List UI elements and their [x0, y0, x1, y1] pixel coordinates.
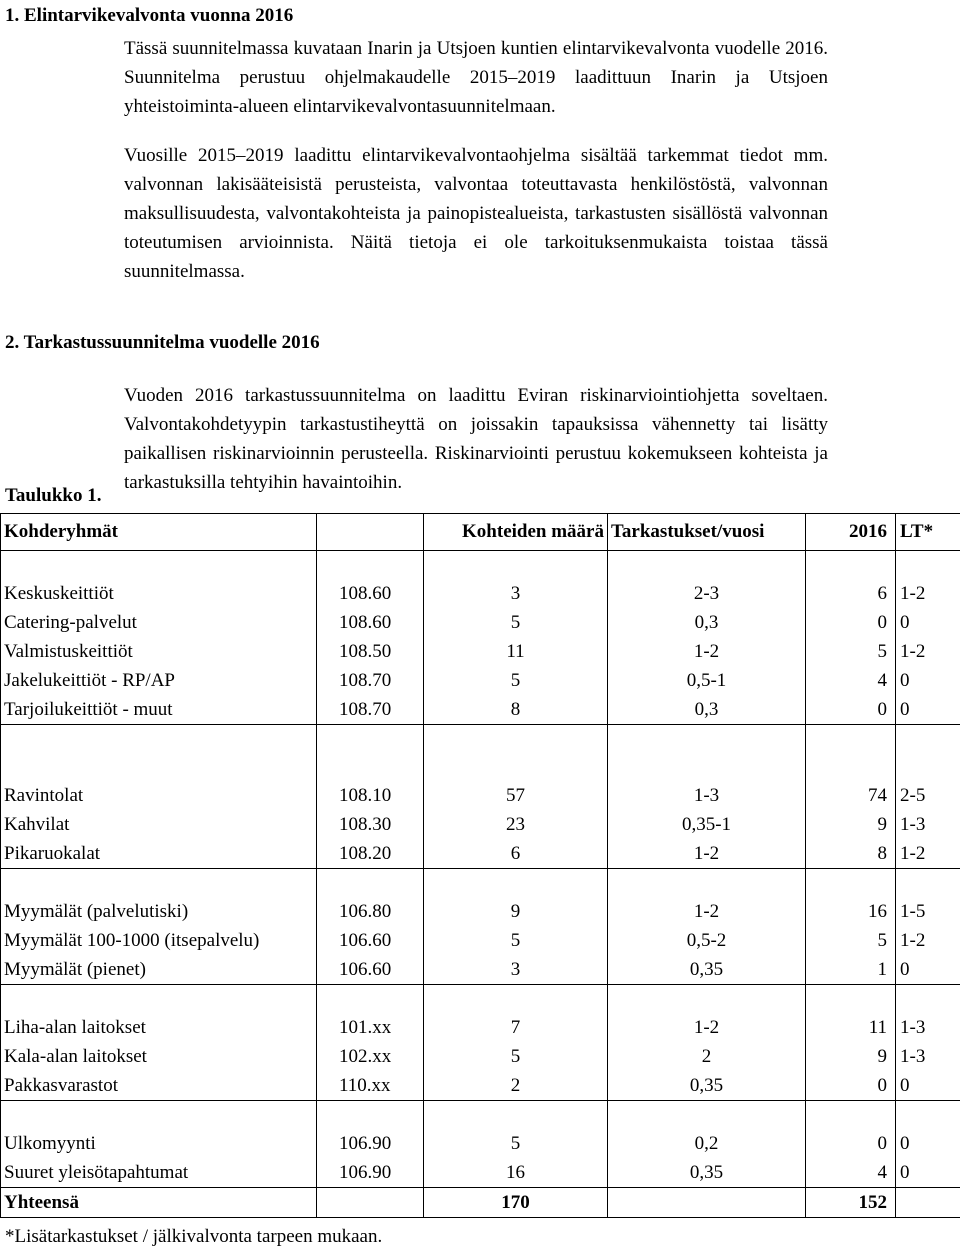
row-year-2016: 0 — [806, 608, 896, 637]
row-site-count: 11 — [424, 637, 608, 666]
spacer-cell — [608, 1101, 806, 1130]
spacer-cell — [317, 551, 424, 580]
spacer-cell — [608, 725, 806, 754]
row-inspections-per-year: 0,35 — [608, 1158, 806, 1188]
row-site-count: 5 — [424, 1129, 608, 1158]
row-target-group: Ulkomyynti — [1, 1129, 317, 1158]
row-code: 110.xx — [317, 1071, 424, 1101]
spacer-cell — [317, 725, 424, 754]
row-lt: 1-3 — [896, 810, 960, 839]
row-site-count: 5 — [424, 1042, 608, 1071]
table-spacer-row — [1, 869, 960, 898]
row-lt: 0 — [896, 955, 960, 985]
spacer-cell — [424, 869, 608, 898]
inspection-plan-table — [0, 513, 960, 1218]
row-lt: 1-2 — [896, 579, 960, 608]
row-target-group: Kahvilat — [1, 810, 317, 839]
row-site-count: 3 — [424, 955, 608, 985]
table-spacer-row — [1, 725, 960, 754]
row-code: 106.80 — [317, 897, 424, 926]
row-site-count: 5 — [424, 666, 608, 695]
row-site-count: 16 — [424, 1158, 608, 1188]
row-target-group: Valmistuskeittiöt — [1, 637, 317, 666]
row-lt: 0 — [896, 608, 960, 637]
table-body — [1, 551, 960, 1218]
row-code: 106.90 — [317, 1158, 424, 1188]
row-code: 106.60 — [317, 926, 424, 955]
row-inspections-per-year: 0,3 — [608, 608, 806, 637]
row-site-count: 9 — [424, 897, 608, 926]
spacer-cell — [806, 551, 896, 580]
spacer-cell — [424, 985, 608, 1014]
total-site-count: 170 — [424, 1188, 608, 1218]
row-code: 106.60 — [317, 955, 424, 985]
row-inspections-per-year: 1-2 — [608, 1013, 806, 1042]
row-target-group: Liha-alan laitokset — [1, 1013, 317, 1042]
spacer-cell — [806, 869, 896, 898]
row-inspections-per-year: 0,2 — [608, 1129, 806, 1158]
row-year-2016: 74 — [806, 781, 896, 810]
row-inspections-per-year: 1-2 — [608, 897, 806, 926]
section-1-paragraph-1: Tässä suunnitelmassa kuvataan Inarin ja Utsjoen kuntien elintarvikevalvonta vuodelle 2016. Suunnitelma perustuu ohjelmakaudelle 2015–2019 laadittuun Inarin ja Utsjoen yhteistoiminta-alueen elintarvikevalvontasuunnitelmaan. — [124, 38, 828, 117]
spacer-cell — [608, 869, 806, 898]
spacer-cell — [608, 753, 806, 781]
row-target-group: Myymälät (pienet) — [1, 955, 317, 985]
row-site-count: 57 — [424, 781, 608, 810]
spacer-cell — [1, 1101, 317, 1130]
row-year-2016: 0 — [806, 1071, 896, 1101]
row-inspections-per-year: 0,35-1 — [608, 810, 806, 839]
table-row — [1, 608, 960, 637]
table-row — [1, 1042, 960, 1071]
row-target-group: Catering-palvelut — [1, 608, 317, 637]
row-lt: 2-5 — [896, 781, 960, 810]
row-code: 108.60 — [317, 579, 424, 608]
spacer-cell — [317, 753, 424, 781]
row-year-2016: 11 — [806, 1013, 896, 1042]
row-inspections-per-year: 1-2 — [608, 637, 806, 666]
spacer-cell — [896, 725, 960, 754]
row-year-2016: 9 — [806, 810, 896, 839]
row-code: 101.xx — [317, 1013, 424, 1042]
table-row — [1, 1158, 960, 1188]
row-inspections-per-year: 0,3 — [608, 695, 806, 725]
inspection-table-wrapper — [0, 513, 960, 1218]
row-site-count: 3 — [424, 579, 608, 608]
spacer-cell — [1, 753, 317, 781]
row-code: 108.20 — [317, 839, 424, 869]
row-inspections-per-year: 2 — [608, 1042, 806, 1071]
row-target-group: Tarjoilukeittiöt - muut — [1, 695, 317, 725]
table-row — [1, 579, 960, 608]
spacer-cell — [896, 869, 960, 898]
row-inspections-per-year: 0,5-1 — [608, 666, 806, 695]
row-site-count: 23 — [424, 810, 608, 839]
row-year-2016: 8 — [806, 839, 896, 869]
row-code: 106.90 — [317, 1129, 424, 1158]
table-row — [1, 1013, 960, 1042]
total-lt — [896, 1188, 960, 1218]
spacer-cell — [896, 1101, 960, 1130]
row-year-2016: 4 — [806, 1158, 896, 1188]
row-inspections-per-year: 1-2 — [608, 839, 806, 869]
table-header-row — [1, 514, 960, 551]
table-row — [1, 1071, 960, 1101]
spacer-cell — [424, 551, 608, 580]
spacer-cell — [317, 1101, 424, 1130]
table-caption: Taulukko 1. — [5, 485, 102, 506]
total-year-2016: 152 — [806, 1188, 896, 1218]
table-total-row — [1, 1188, 960, 1218]
row-inspections-per-year: 2-3 — [608, 579, 806, 608]
spacer-cell — [806, 985, 896, 1014]
spacer-cell — [1, 725, 317, 754]
total-code — [317, 1188, 424, 1218]
row-lt: 1-2 — [896, 926, 960, 955]
spacer-cell — [1, 551, 317, 580]
row-year-2016: 1 — [806, 955, 896, 985]
table-row — [1, 897, 960, 926]
table-spacer-row — [1, 985, 960, 1014]
row-target-group: Jakelukeittiöt - RP/AP — [1, 666, 317, 695]
row-inspections-per-year: 0,35 — [608, 1071, 806, 1101]
row-code: 108.70 — [317, 666, 424, 695]
row-code: 108.70 — [317, 695, 424, 725]
table-row — [1, 695, 960, 725]
table-row — [1, 1129, 960, 1158]
row-code: 108.30 — [317, 810, 424, 839]
total-inspections-per-year — [608, 1188, 806, 1218]
header-inspections-per-year: Tarkastukset/vuosi — [608, 514, 806, 551]
table-spacer-row — [1, 551, 960, 580]
row-target-group: Pakkasvarastot — [1, 1071, 317, 1101]
spacer-cell — [896, 985, 960, 1014]
row-lt: 1-3 — [896, 1013, 960, 1042]
row-target-group: Myymälät (palvelutiski) — [1, 897, 317, 926]
row-year-2016: 0 — [806, 695, 896, 725]
row-lt: 1-2 — [896, 637, 960, 666]
section-1-heading: 1. Elintarvikevalvonta vuonna 2016 — [5, 5, 294, 26]
row-inspections-per-year: 1-3 — [608, 781, 806, 810]
spacer-cell — [1, 869, 317, 898]
table-row — [1, 926, 960, 955]
spacer-cell — [896, 753, 960, 781]
row-lt: 0 — [896, 1158, 960, 1188]
row-lt: 1-2 — [896, 839, 960, 869]
section-2-paragraph-1: Vuoden 2016 tarkastussuunnitelma on laadittu Eviran riskinarviointiohjetta soveltaen. Valvontakohdetyypin tarkastustiheyttä on joissakin tapauksissa vähennetty tai lisätty paikallisen riskinarvioinnin perusteella. Riskinarviointi perustuu kokemukseen kohteista ja tarkastuksilla tehtyihin havaintoihin. — [124, 385, 828, 493]
table-spacer-row — [1, 753, 960, 781]
row-year-2016: 5 — [806, 926, 896, 955]
row-year-2016: 0 — [806, 1129, 896, 1158]
spacer-cell — [806, 1101, 896, 1130]
spacer-cell — [424, 1101, 608, 1130]
row-site-count: 5 — [424, 608, 608, 637]
spacer-cell — [1, 985, 317, 1014]
row-target-group: Ravintolat — [1, 781, 317, 810]
section-2-heading: 2. Tarkastussuunnitelma vuodelle 2016 — [5, 332, 320, 353]
table-row — [1, 781, 960, 810]
row-lt: 0 — [896, 1071, 960, 1101]
row-target-group: Pikaruokalat — [1, 839, 317, 869]
row-target-group: Myymälät 100-1000 (itsepalvelu) — [1, 926, 317, 955]
header-year-2016: 2016 — [806, 514, 896, 551]
table-row — [1, 637, 960, 666]
spacer-cell — [896, 551, 960, 580]
table-footnote: *Lisätarkastukset / jälkivalvonta tarpeen mukaan. — [5, 1226, 383, 1247]
spacer-cell — [806, 753, 896, 781]
table-row — [1, 666, 960, 695]
row-year-2016: 4 — [806, 666, 896, 695]
row-code: 108.10 — [317, 781, 424, 810]
row-year-2016: 16 — [806, 897, 896, 926]
spacer-cell — [608, 985, 806, 1014]
table-row — [1, 839, 960, 869]
table-row — [1, 810, 960, 839]
row-year-2016: 5 — [806, 637, 896, 666]
row-lt: 1-5 — [896, 897, 960, 926]
spacer-cell — [608, 551, 806, 580]
row-site-count: 7 — [424, 1013, 608, 1042]
table-spacer-row — [1, 1101, 960, 1130]
header-lt: LT* — [896, 514, 960, 551]
row-lt: 0 — [896, 695, 960, 725]
row-year-2016: 9 — [806, 1042, 896, 1071]
spacer-cell — [424, 725, 608, 754]
spacer-cell — [806, 725, 896, 754]
header-site-count: Kohteiden määrä — [424, 514, 608, 551]
header-target-groups: Kohderyhmät — [1, 514, 317, 551]
row-lt: 0 — [896, 1129, 960, 1158]
total-label: Yhteensä — [1, 1188, 317, 1218]
row-site-count: 6 — [424, 839, 608, 869]
row-code: 108.60 — [317, 608, 424, 637]
spacer-cell — [317, 869, 424, 898]
row-inspections-per-year: 0,35 — [608, 955, 806, 985]
row-site-count: 5 — [424, 926, 608, 955]
row-target-group: Keskuskeittiöt — [1, 579, 317, 608]
spacer-cell — [317, 985, 424, 1014]
row-year-2016: 6 — [806, 579, 896, 608]
row-site-count: 8 — [424, 695, 608, 725]
row-code: 102.xx — [317, 1042, 424, 1071]
table-row — [1, 955, 960, 985]
row-inspections-per-year: 0,5-2 — [608, 926, 806, 955]
row-lt: 0 — [896, 666, 960, 695]
row-lt: 1-3 — [896, 1042, 960, 1071]
spacer-cell — [424, 753, 608, 781]
row-code: 108.50 — [317, 637, 424, 666]
row-target-group: Kala-alan laitokset — [1, 1042, 317, 1071]
row-site-count: 2 — [424, 1071, 608, 1101]
header-code — [317, 514, 424, 551]
section-1-paragraph-2: Vuosille 2015–2019 laadittu elintarvikevalvontaohjelma sisältää tarkemmat tiedot mm. valvonnan lakisääteisistä perusteista, valvontaa toteuttavasta henkilöstöstä, valvonnan maksullisuudesta, valvontakohteista ja painopistealueista, tarkastusten sisällöstä valvonnan toteutumisen arvioinnista. Näitä tietoja ei ole tarkoituksenmukaista toistaa tässä suunnitelmassa. — [124, 145, 828, 282]
row-target-group: Suuret yleisötapahtumat — [1, 1158, 317, 1188]
